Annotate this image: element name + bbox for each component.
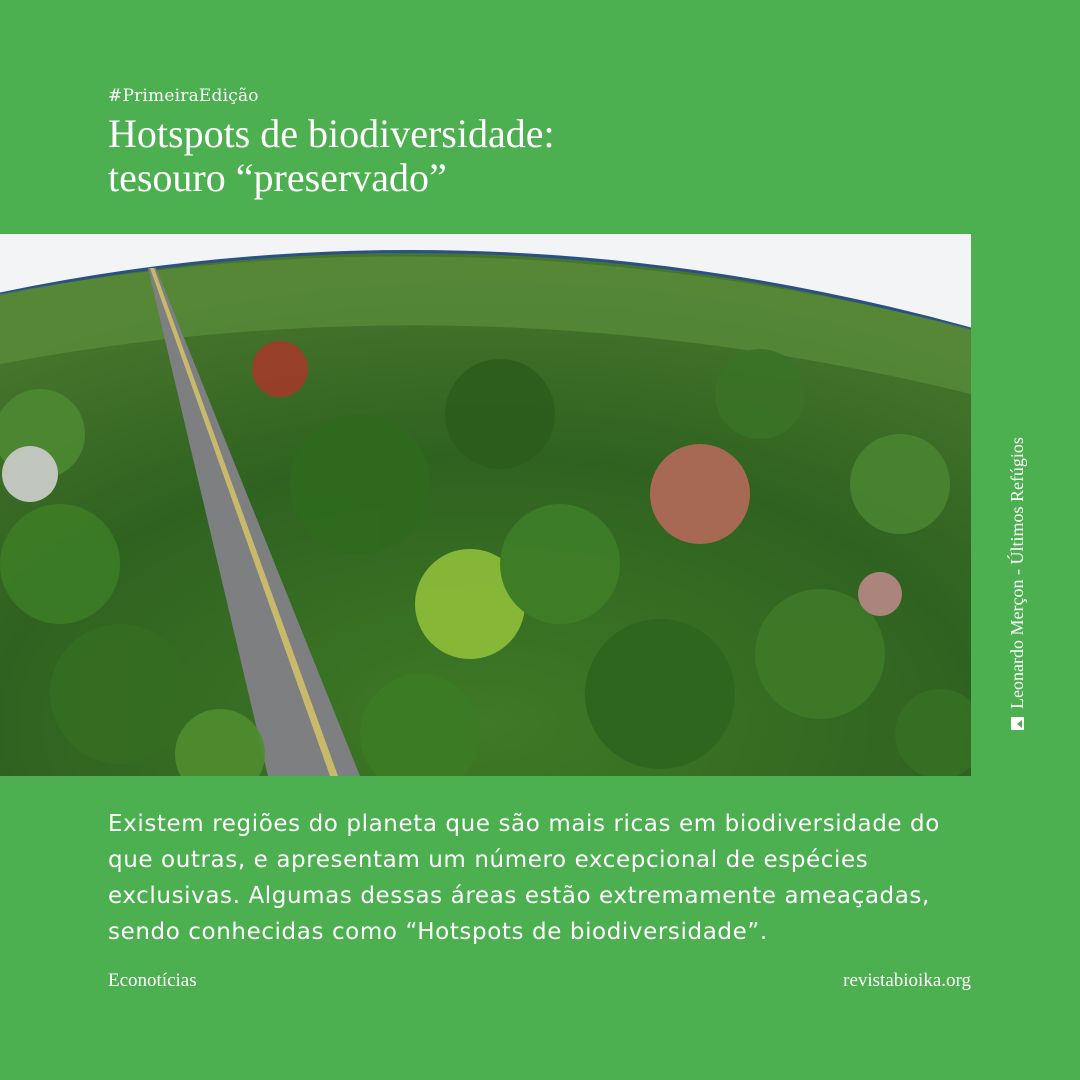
forest-road-photo: [0, 234, 971, 776]
photo-credit-text: Leonardo Merçon - Últimos Refúgios: [1007, 437, 1027, 709]
page-title: [108, 112, 555, 200]
photo-credit: [1007, 437, 1028, 730]
forest-aerial-illustration: [0, 234, 971, 776]
website-link[interactable]: revistabioika.org: [843, 970, 971, 991]
title-line-1: Hotspots de biodiversidade:: [108, 111, 555, 156]
title-line-2: tesouro “preservado”: [108, 155, 447, 200]
source-label: Econotícias: [108, 970, 197, 991]
description-paragraph: Existem regiões do planeta que são mais ricas em biodiversidade do que outras, e apresentam um número excepcional de espécies exclusivas. Algumas dessas áreas estão extremamente ameaçadas, sendo conhecidas como “Hotspots de biodiversidade”.: [108, 811, 940, 945]
hashtag: #PrimeiraEdição: [108, 86, 259, 106]
image-icon: [1011, 717, 1024, 730]
